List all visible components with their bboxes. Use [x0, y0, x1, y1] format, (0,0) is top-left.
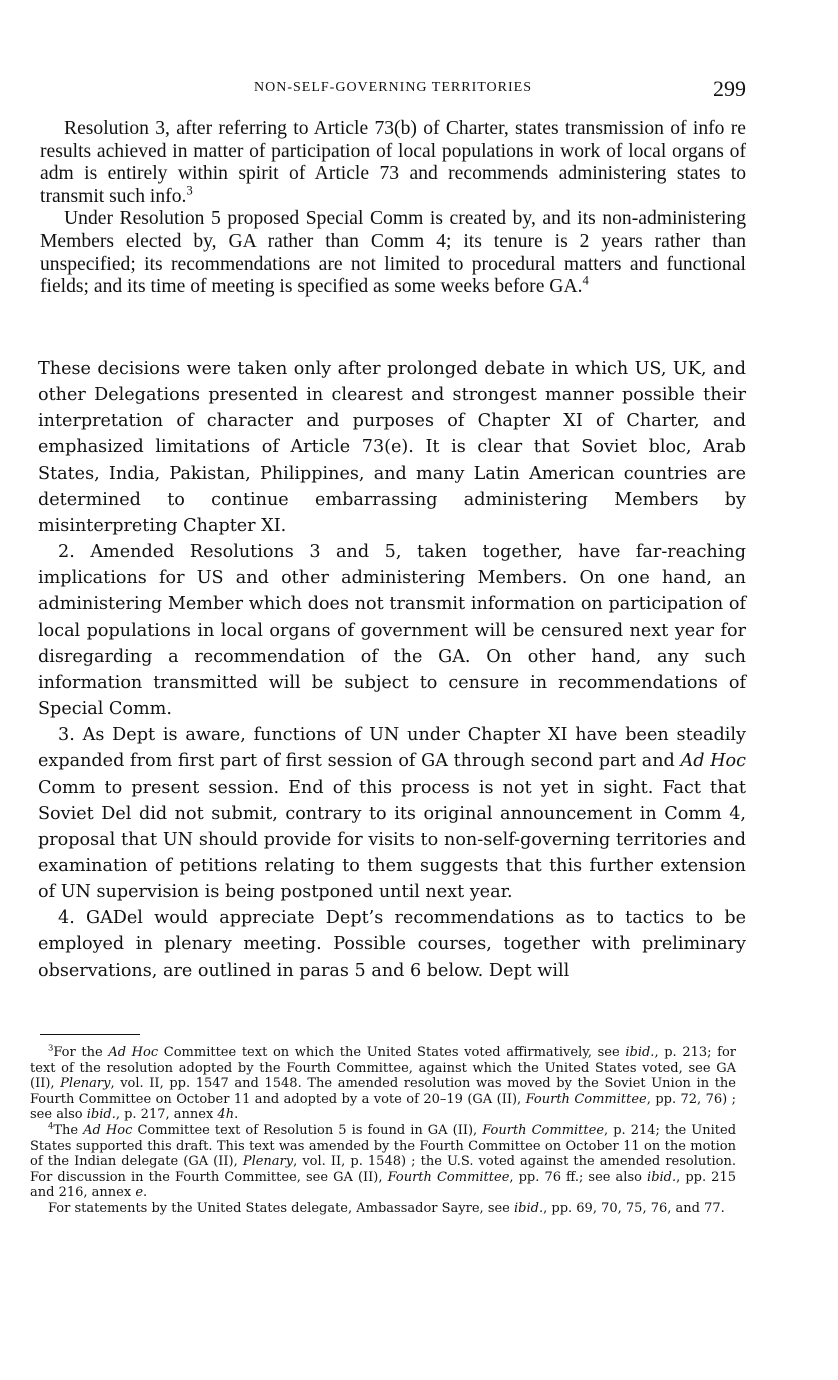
body-paragraph-3: 3. As Dept is aware, functions of UN under Chapter XI have been steadily expanded from first part of first session of GA through second part and Ad Hoc Comm to present session. End of this process is not yet in sight. Fact that Soviet Del did not submit, contrary to its original announcement in Comm 4, proposal that UN should provide for visits to non-self-governing territories and examination of petitions relating to them suggests that this further extension of UN supervision is being postponed until next year.: [38, 725, 746, 903]
footnote-mark-3: 3: [48, 1042, 54, 1053]
quoted-text-block: [40, 118, 746, 299]
page-number: 299: [713, 76, 746, 101]
footnote-ref-4: 4: [582, 273, 589, 288]
running-head: [40, 76, 746, 106]
footnote-3: $^3$For the Ad Hoc Committee text on which the United States voted affirmatively, see ibid., p. 213; for text of the resolution adopted by the Fourth Committee, against which the United States voted, see GA (II), Plenary, vol. II, pp. 1547 and 1548. The amended resolution was moved by the Soviet Union in the Fourth Committee on October 11 and adopted by a vote of 20–19 (GA (II), Fourth Committee, pp. 72, 76) ; see also ibid., p. 217, annex 4h.: [30, 1042, 737, 1123]
body-paragraph-2: 2. Amended Resolutions 3 and 5, taken together, have far-reaching implications for US and other administering Members. On one hand, an administering Member which does not transmit information on participation of local populations in local organs of government will be censured next year for disregarding a recommendation of the GA. On other hand, any such information transmitted will be subject to censure in recommendations of Special Comm.: [38, 542, 746, 720]
body-paragraph-4: 4. GADel would appreciate Dept’s recommendations as to tactics to be employed in plenary meeting. Possible courses, together with preliminary observations, are outlined in paras 5 and 6 below. Dept will: [38, 908, 746, 981]
footnote-4: $^4$The Ad Hoc Committee text of Resolution 5 is found in GA (II), Fourth Committee, p. 214; the United States supported this draft. This text was amended by the Fourth Committee on October 11 on the motion of the Indian delegate (GA (II), Plenary, vol. II, p. 1548) ; the U.S. voted against the amended resolution. For discussion in the Fourth Committee, see GA (II), Fourth Committee, pp. 76 ff.; see also ibid., pp. 215 and 216, annex e.: [30, 1120, 737, 1201]
quoted-paragraph-resolution-5: Under Resolution 5 proposed Special Comm is created by, and its non-administering Members elected by, GA rather than Comm 4; its tenure is 2 years rather than unspecified; its recommendations are not limited to procedural matters and functional fields; and its time of meeting is specified as some weeks before GA.$^4$: [40, 208, 746, 298]
footnote-ref-3: 3: [186, 183, 193, 198]
quoted-paragraph-resolution-3: Resolution 3, after referring to Article 73(b) of Charter, states transmission of info re results achieved in matter of participation of local populations in work of local organs of adm is entirely within spirit of Article 73 and recommends administering states to transmit such info.$^3$: [40, 118, 746, 207]
footnotes: [30, 1042, 737, 1217]
footnote-statements: For statements by the United States delegate, Ambassador Sayre, see ibid., pp. 69, 70, 75, 76, and 77.: [48, 1200, 725, 1216]
body-paragraph-1: These decisions were taken only after prolonged debate in which US, UK, and other Delegations presented in clearest and strongest manner possible their interpretation of character and purposes of Chapter XI of Charter, and emphasized limitations of Article 73(e). It is clear that Soviet bloc, Arab States, India, Pakistan, Philippines, and many Latin American countries are determined to continue embarrassing administering Members by misinterpreting Chapter XI.: [38, 359, 746, 536]
footnote-divider: [40, 1034, 140, 1035]
footnote-mark-4: 4: [48, 1120, 54, 1131]
body-text: [38, 356, 746, 984]
running-title: NON-SELF-GOVERNING TERRITORIES: [254, 80, 532, 95]
